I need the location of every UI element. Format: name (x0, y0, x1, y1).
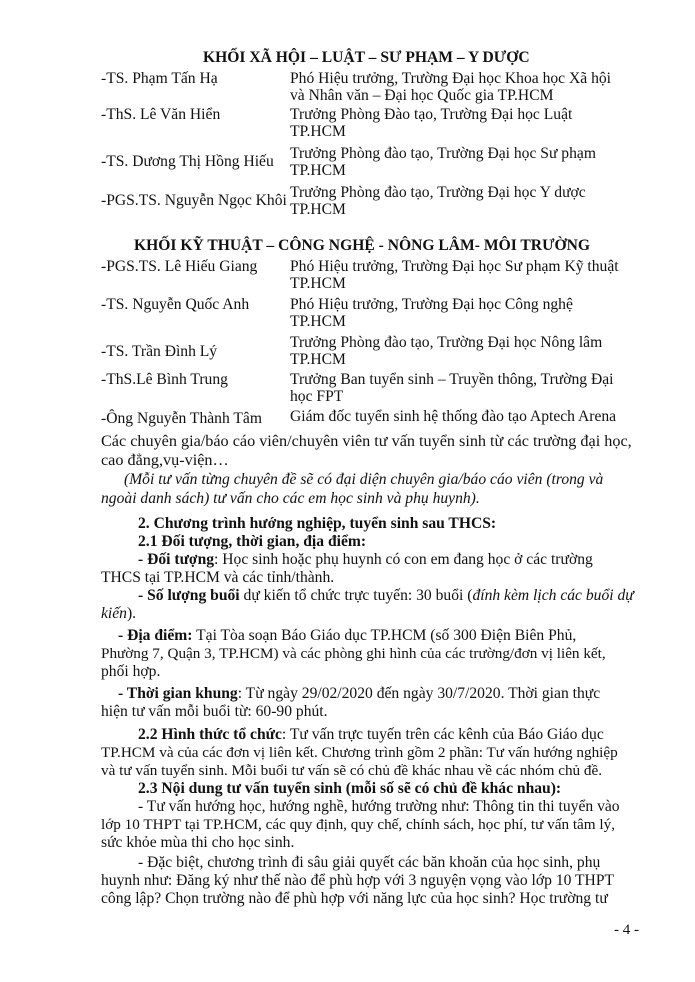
group1-row1-role-cont: và Nhân văn – Đại học Quốc gia TP.HCM (290, 87, 554, 104)
soluong-end: ). (126, 605, 137, 622)
soluong-label: - Số lượng buổi (138, 587, 240, 604)
group2-row1-role: Phó Hiệu trưởng, Trường Đại học Sư phạm Kỹ thuật (290, 258, 619, 275)
section23-p1-line2: lớp 10 THPT tại TP.HCM, các quy định, quy chế, chính sách, học phí, tư vấn tâm lý, (101, 816, 616, 833)
section23-p2-line3: công lập? Chọn trường nào để phù hợp với năng lực của học sinh? Học trường tư (101, 890, 608, 907)
group2-heading: KHỐI KỸ THUẬT – CÔNG NGHỆ - NÔNG LÂM- MÔI TRƯỜNG (134, 237, 590, 254)
group2-row4-name: -ThS.Lê Bình Trung (101, 371, 228, 388)
group2-row5-role: Giám đốc tuyển sinh hệ thống đào tạo Aptech Arena (290, 408, 617, 425)
thoigian-text: : Từ ngày 29/02/2020 đến ngày 30/7/2020. Thời gian thực (237, 685, 601, 702)
group1-row3-name: -TS. Dương Thị Hồng Hiếu (101, 153, 274, 170)
diadiem-line3: phối hợp. (101, 663, 161, 680)
doituong-label: - Đối tượng (138, 551, 215, 568)
group2-row4-role-cont: học FPT (290, 388, 344, 405)
group1-row4-role-cont: TP.HCM (290, 201, 346, 218)
page-number: - 4 - (614, 922, 639, 938)
group2-row4-role: Trưởng Ban tuyển sinh – Truyền thông, Trường Đại (290, 371, 614, 388)
thoigian-line2: hiện tư vấn mỗi buổi từ: 60-90 phút. (101, 703, 328, 720)
experts-line2: cao đẳng,vụ-viện… (101, 451, 229, 469)
diadiem-line2: Phường 7, Quận 3, TP.HCM) và các phòng ghi hình của các trường/đơn vị liên kết, (101, 645, 606, 662)
group2-row2-name: -TS. Nguyễn Quốc Anh (101, 296, 250, 313)
group2-row1-name: -PGS.TS. Lê Hiếu Giang (101, 258, 258, 275)
thoigian-line1 (118, 685, 600, 702)
section21-title: 2.1 Đối tượng, thời gian, địa điểm: (138, 533, 367, 550)
section2-title: 2. Chương trình hướng nghiệp, tuyển sinh sau THCS: (138, 515, 497, 532)
section23-p2-line2: huynh như: Đăng ký như thế nào để phù hợp với 3 nguyện vọng vào lớp 10 THPT (101, 872, 615, 889)
diadiem-label: - Địa điểm: (118, 627, 193, 644)
soluong-line2 (101, 605, 136, 622)
section22-title: 2.2 Hình thức tổ chức (138, 726, 282, 743)
experts-line1: Các chuyên gia/báo cáo viên/chuyên viên tư vấn tuyển sinh từ các trường đại học, (101, 432, 632, 450)
soluong-text: dự kiến tổ chức trực tuyến: 30 buổi ( (239, 587, 473, 604)
section23-title: 2.3 Nội dung tư vấn tuyển sinh (mỗi số sẽ có chủ đề khác nhau): (138, 780, 562, 797)
section23-p1-line1: - Tư vấn hướng học, hướng nghề, hướng trường như: Thông tin thi tuyển vào (138, 798, 620, 815)
soluong-italic-cont: kiến (101, 605, 127, 622)
section22-line1 (138, 726, 604, 743)
group1-heading: KHỐI XÃ HỘI – LUẬT – SƯ PHẠM – Y DƯỢC (203, 49, 530, 66)
doituong-text: : Học sinh hoặc phụ huynh có con em đang học ở các trường (214, 551, 593, 568)
group1-row1-role: Phó Hiệu trưởng, Trường Đại học Khoa học Xã hội (290, 70, 611, 87)
group1-row2-name: -ThS. Lê Văn Hiển (101, 106, 221, 123)
group1-row4-role: Trưởng Phòng đào tạo, Trường Đại học Y dược (290, 184, 586, 201)
group2-row3-role-cont: TP.HCM (290, 351, 346, 368)
experts-note2: ngoài danh sách) tư vấn cho các em học sinh và phụ huynh). (101, 490, 480, 507)
group1-row4-name: -PGS.TS. Nguyễn Ngọc Khôi (101, 192, 287, 209)
soluong-line1 (138, 587, 634, 604)
doituong-line1 (138, 551, 593, 568)
group1-row2-role: Trưởng Phòng Đào tạo, Trường Đại học Luật (290, 106, 573, 123)
section23-p2-line1: - Đặc biệt, chương trình đi sâu giải quyết các băn khoăn của học sinh, phụ (138, 854, 601, 871)
group2-row3-role: Trưởng Phòng đào tạo, Trường Đại học Nông lâm (290, 334, 603, 351)
section22-text: : Tư vấn trực tuyến trên các kênh của Báo Giáo dục (281, 726, 604, 743)
experts-note1: (Mỗi tư vấn từng chuyên đề sẽ có đại diện chuyên gia/báo cáo viên (trong và (124, 471, 604, 488)
group2-row2-role-cont: TP.HCM (290, 313, 346, 330)
group2-row2-role: Phó Hiệu trưởng, Trường Đại học Công nghệ (290, 296, 573, 313)
group2-row3-name: -TS. Trần Đình Lý (101, 343, 218, 360)
group1-row2-role-cont: TP.HCM (290, 123, 346, 140)
diadiem-text: Tại Tòa soạn Báo Giáo dục TP.HCM (số 300 Điện Biên Phủ, (192, 627, 577, 644)
doituong-line2: THCS tại TP.HCM và các tỉnh/thành. (101, 569, 335, 586)
section22-line3: và tư vấn tuyển sinh. Mỗi buổi tư vấn sẽ có chủ đề khác nhau về các nhóm chủ đề. (101, 762, 603, 779)
group1-row1-name: -TS. Phạm Tấn Hạ (101, 70, 218, 87)
group1-row3-role: Trưởng Phòng đào tạo, Trường Đại học Sư phạm (290, 145, 596, 162)
group1-row3-role-cont: TP.HCM (290, 162, 346, 179)
section23-p1-line3: sức khỏe mùa thi cho học sinh. (101, 834, 295, 851)
thoigian-label: - Thời gian khung (118, 685, 238, 702)
group2-row1-role-cont: TP.HCM (290, 275, 346, 292)
soluong-italic: đính kèm lịch các buổi dự (472, 587, 634, 604)
section22-line2: TP.HCM và của các đơn vị liên kết. Chương trình gồm 2 phần: Tư vấn hướng nghiệp (101, 744, 618, 761)
group2-row5-name: -Ông Nguyễn Thành Tâm (101, 410, 262, 427)
diadiem-line1 (118, 627, 576, 644)
